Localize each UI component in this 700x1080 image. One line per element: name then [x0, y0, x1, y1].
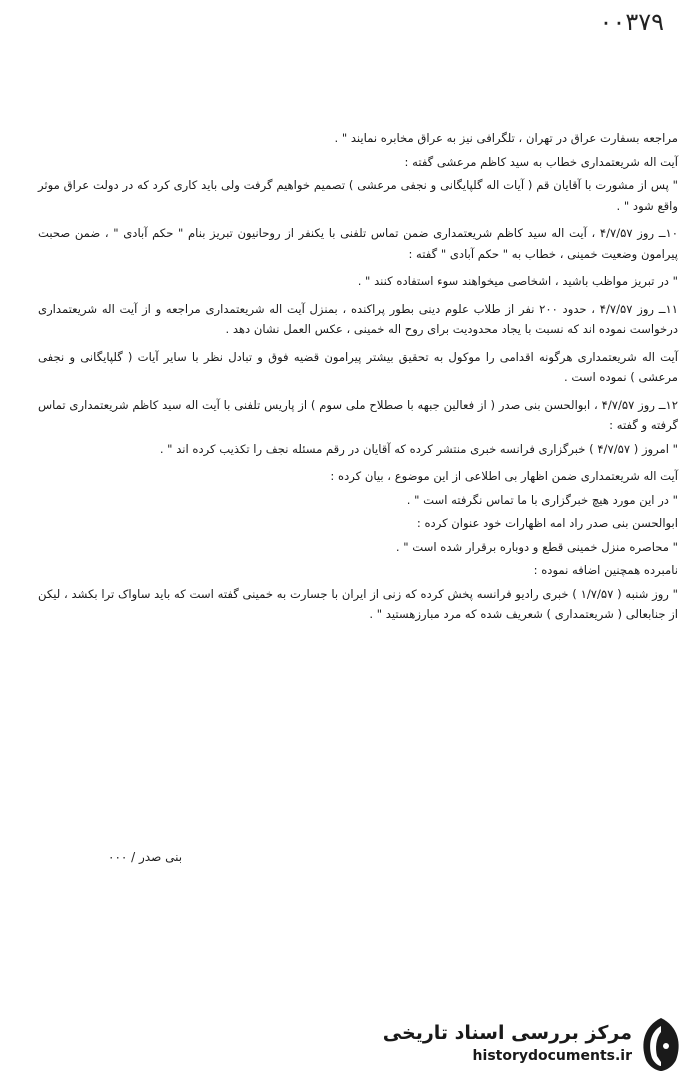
page-number: ۰۰۳۷۹ — [599, 8, 664, 36]
paragraph: " امروز ( ۴/۷/۵۷ ) خبرگزاری فرانسه خبری منتشر کرده که آقایان در رقم مسئله نجف را تکذیب کرده اند " . — [159, 441, 678, 456]
paragraph: آیت اله شریعتمداری ضمن اظهار بی اطلاعی از این موضوع ، بیان کرده : — [330, 469, 678, 483]
document-body — [38, 128, 678, 632]
footer-watermark — [382, 1008, 690, 1078]
signature-line: بنی صدر / ۰۰۰ — [108, 850, 183, 864]
paragraph: " در این مورد هیچ خبرگزاری با ما تماس نگرفته است " . — [406, 492, 678, 507]
paragraph: " روز شنبه ( ۱/۷/۵۷ ) خبری رادیو فرانسه پخش کرده که زنی از ایران با جسارت به خمینی گفته است که باید ساواک ترا بکشد ، لیکن از جنابعالی ( شریعتمداری ) شعریف شده که مرد مبارزهستید " . — [38, 586, 678, 621]
paragraph: ۱۲ــ روز ۴/۷/۵۷ ، ابوالحسن بنی صدر ( از فعالین جبهه با صطلاح ملی سوم ) از پاریس تلفنی با آیت اله سید کاظم شریعتمداری تماس گرفته و گفته : — [38, 397, 678, 432]
paragraph: مراجعه بسفارت عراق در تهران ، تلگرافی نیز به عراق مخابره نمایند " . — [334, 131, 678, 145]
paragraph: ابوالحسن بنی صدر راد امه اظهارات خود عنوان کرده : — [416, 516, 678, 530]
paragraph: ۱۱ــ روز ۴/۷/۵۷ ، حدود ۲۰۰ نفر از طلاب علوم دینی بطور پراکنده ، بمنزل آیت اله شریعتمداری مراجعه و از آیت اله شریعتمداری درخواست نموده اند که نسبت با یجاد محدودیت برای روح اله خمینی ، عکس العمل نشان دهد . — [38, 301, 678, 336]
paragraph: آیت اله شریعتمداری خطاب به سید کاظم مرعشی گفته : — [404, 154, 678, 169]
paragraph: ۱۰ــ روز ۴/۷/۵۷ ، آیت اله سید کاظم شریعتمداری ضمن تماس تلفنی با یکنفر از روحانیون تبریز بنام " حکم آبادی " ، ضمن صحبت پیرامون وضعیت خمینی ، خطاب به " حکم آبادی " گفته : — [38, 226, 678, 261]
paragraph: " در تبریز مواظب باشید ، اشخاصی میخواهند سوء استفاده کنند " . — [357, 274, 678, 288]
website-url: historydocuments.ir — [472, 1048, 632, 1064]
paragraph: نامبرده همچنین اضافه نموده : — [533, 563, 678, 577]
paragraph: " پس از مشورت با آقایان قم ( آیات اله گلپایگانی و نجفی مرعشی ) تصمیم خواهیم گرفت ولی باید کاری کرد که در دولت عراق موثر واقع شود " . — [38, 178, 678, 213]
paragraph: آیت اله شریعتمداری هرگونه اقدامی را موکول به تحقیق بیشتر پیرامون قضیه فوق و تبادل نظر با سایر آیات ( گلپایگانی و نجفی مرعشی ) نموده است . — [38, 349, 678, 384]
pen-nib-emblem-icon — [636, 1016, 686, 1072]
org-name: مرکز بررسی اسناد تاریخی — [382, 1022, 632, 1044]
paragraph: " محاصره منزل خمینی قطع و دوباره برقرار شده است " . — [395, 539, 678, 554]
